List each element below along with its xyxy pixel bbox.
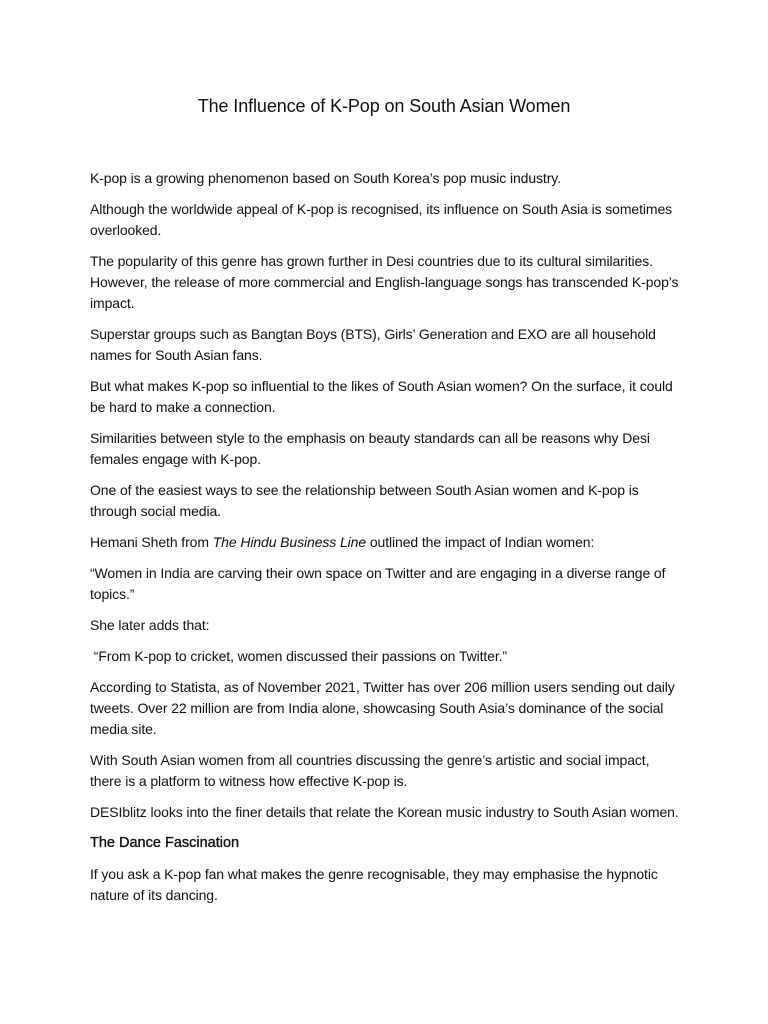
quote-women-twitter: “Women in India are carving their own space on Twitter and are engaging in a diverse range of topics.” — [90, 565, 666, 602]
paragraph-later-adds: She later adds that: — [90, 617, 210, 633]
paragraph-dance-intro: If you ask a K-pop fan what makes the genre recognisable, they may emphasise the hypnotic nature of its dancing. — [90, 866, 658, 903]
paragraph-social-media: One of the easiest ways to see the relationship between South Asian women and K-pop is through social media. — [90, 482, 639, 519]
document-title: The Influence of K-Pop on South Asian Women — [197, 96, 571, 116]
source-publication: The Hindu Business Line — [212, 534, 367, 550]
paragraph-hemani-sheth — [90, 532, 682, 553]
document-body — [90, 168, 682, 916]
paragraph-desiblitz: DESIblitz looks into the finer details that relate the Korean music industry to South Asian women. — [90, 804, 679, 820]
section-heading-dance: The Dance Fascination — [90, 835, 240, 851]
paragraph-similarities: Similarities between style to the emphasis on beauty standards can all be reasons why Desi females engage with K-pop. — [90, 430, 650, 467]
hemani-text-before: Hemani Sheth from — [90, 534, 213, 550]
hemani-text-after: outlined the impact of Indian women: — [366, 534, 595, 550]
paragraph-popularity: The popularity of this genre has grown further in Desi countries due to its cultural similarities. However, the release of more commercial and English-language songs has transcended K-pop’s impact. — [90, 253, 679, 311]
paragraph-influence-question: But what makes K-pop so influential to the likes of South Asian women? On the surface, it could be hard to make a connection. — [90, 378, 673, 415]
quote-kpop-cricket: “From K-pop to cricket, women discussed their passions on Twitter.” — [90, 648, 507, 664]
paragraph-platform: With South Asian women from all countries discussing the genre’s artistic and social impact, there is a platform to witness how effective K-pop is. — [90, 752, 650, 789]
paragraph-statista: According to Statista, as of November 2021, Twitter has over 206 million users sending out daily tweets. Over 22 million are from India alone, showcasing South Asia’s dominance of the social media site. — [90, 679, 675, 737]
paragraph-superstar-groups: Superstar groups such as Bangtan Boys (BTS), Girls’ Generation and EXO are all household names for South Asian fans. — [90, 326, 656, 363]
paragraph-intro: K-pop is a growing phenomenon based on South Korea’s pop music industry. — [90, 170, 561, 186]
paragraph-appeal: Although the worldwide appeal of K-pop is recognised, its influence on South Asia is sometimes overlooked. — [90, 201, 673, 238]
